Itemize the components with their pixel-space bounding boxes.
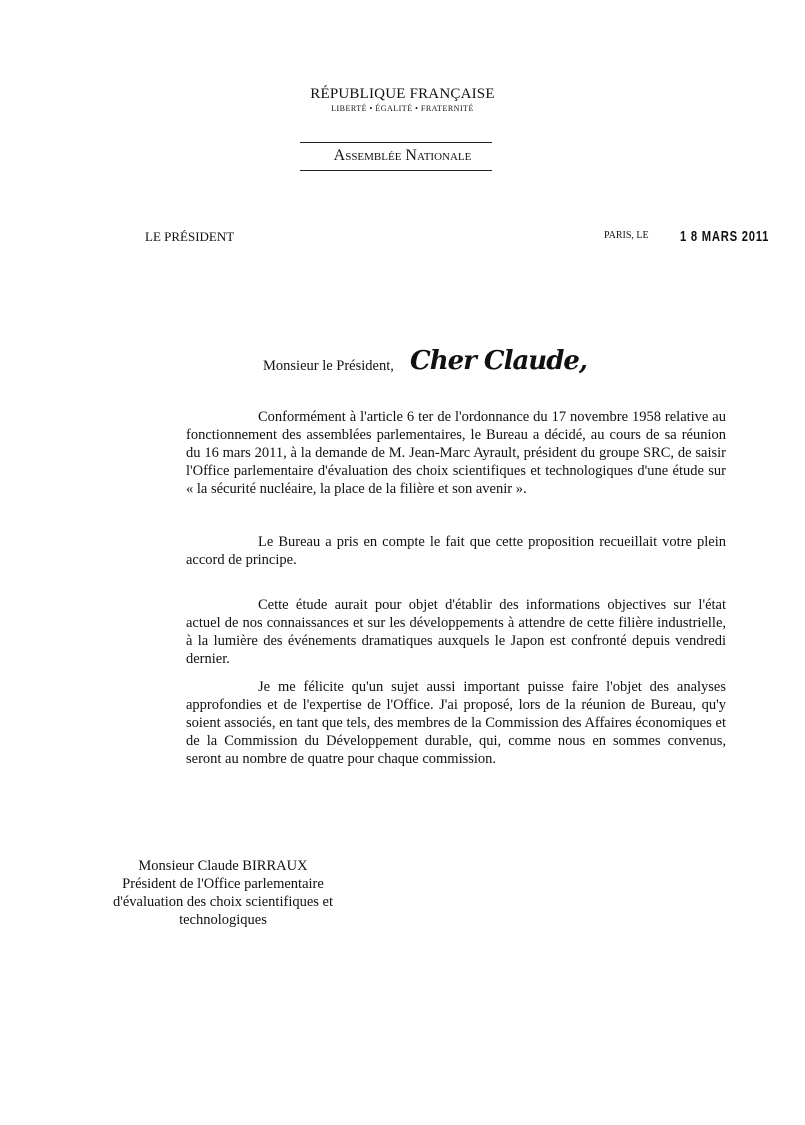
recipient-line: technologiques: [179, 912, 267, 928]
divider-top: [300, 142, 492, 143]
recipient-line: d'évaluation des choix scientifiques et: [112, 894, 334, 910]
place-label: PARIS, LE: [604, 230, 649, 241]
sender-title: LE PRÉSIDENT: [145, 229, 235, 244]
salutation: Monsieur le Président,: [263, 358, 394, 374]
republic-heading: RÉPUBLIQUE FRANÇAISE: [310, 86, 495, 102]
date-stamp: 1 8 MARS 2011: [680, 228, 770, 245]
paragraph-1: Conformément à l'article 6 ter de l'ordonnance du 17 novembre 1958 relative au fonctionnement des assemblées parlementaires, le Bureau a décidé, au cours de sa réunion du 16 mars 2011, à la demande de M. Jean-Marc Ayrault, président du groupe SRC, de saisir l'Office parlementaire d'évaluation des choix scientifiques et technologiques d'une étude sur « la sécurité nucléaire, la place de la filière et son avenir ».: [186, 409, 726, 497]
recipient-line: Président de l'Office parlementaire: [122, 876, 324, 892]
paragraph-4: Je me félicite qu'un sujet aussi important puisse faire l'objet des analyses approfondies et de l'expertise de l'Office. J'ai proposé, lors de la réunion de Bureau, qu'y soient associés, en tant que tels, des membres de la Commission des Affaires économiques et de la Commission du Développement durable, qui, comme nous en sommes convenus, seront au nombre de quatre pour chaque commission.: [186, 679, 726, 767]
institution-name: Assemblée Nationale: [333, 147, 472, 164]
handwritten-salutation: Cher Claude,: [410, 346, 587, 376]
recipient-block: [100, 857, 346, 929]
paragraph-3: Cette étude aurait pour objet d'établir des informations objectives sur l'état actuel de nos connaissances et sur les développements à attendre de cette filière industrielle, à la lumière des événements dramatiques auxquels le Japon est confronté depuis vendredi dernier.: [186, 597, 726, 667]
divider-bottom: [300, 170, 492, 171]
republic-motto: LIBERTÉ • ÉGALITÉ • FRATERNITÉ: [331, 104, 474, 113]
recipient-line: Monsieur Claude BIRRAUX: [138, 858, 308, 874]
paragraph-2: Le Bureau a pris en compte le fait que cette proposition recueillait votre plein accord de principe.: [186, 534, 726, 568]
